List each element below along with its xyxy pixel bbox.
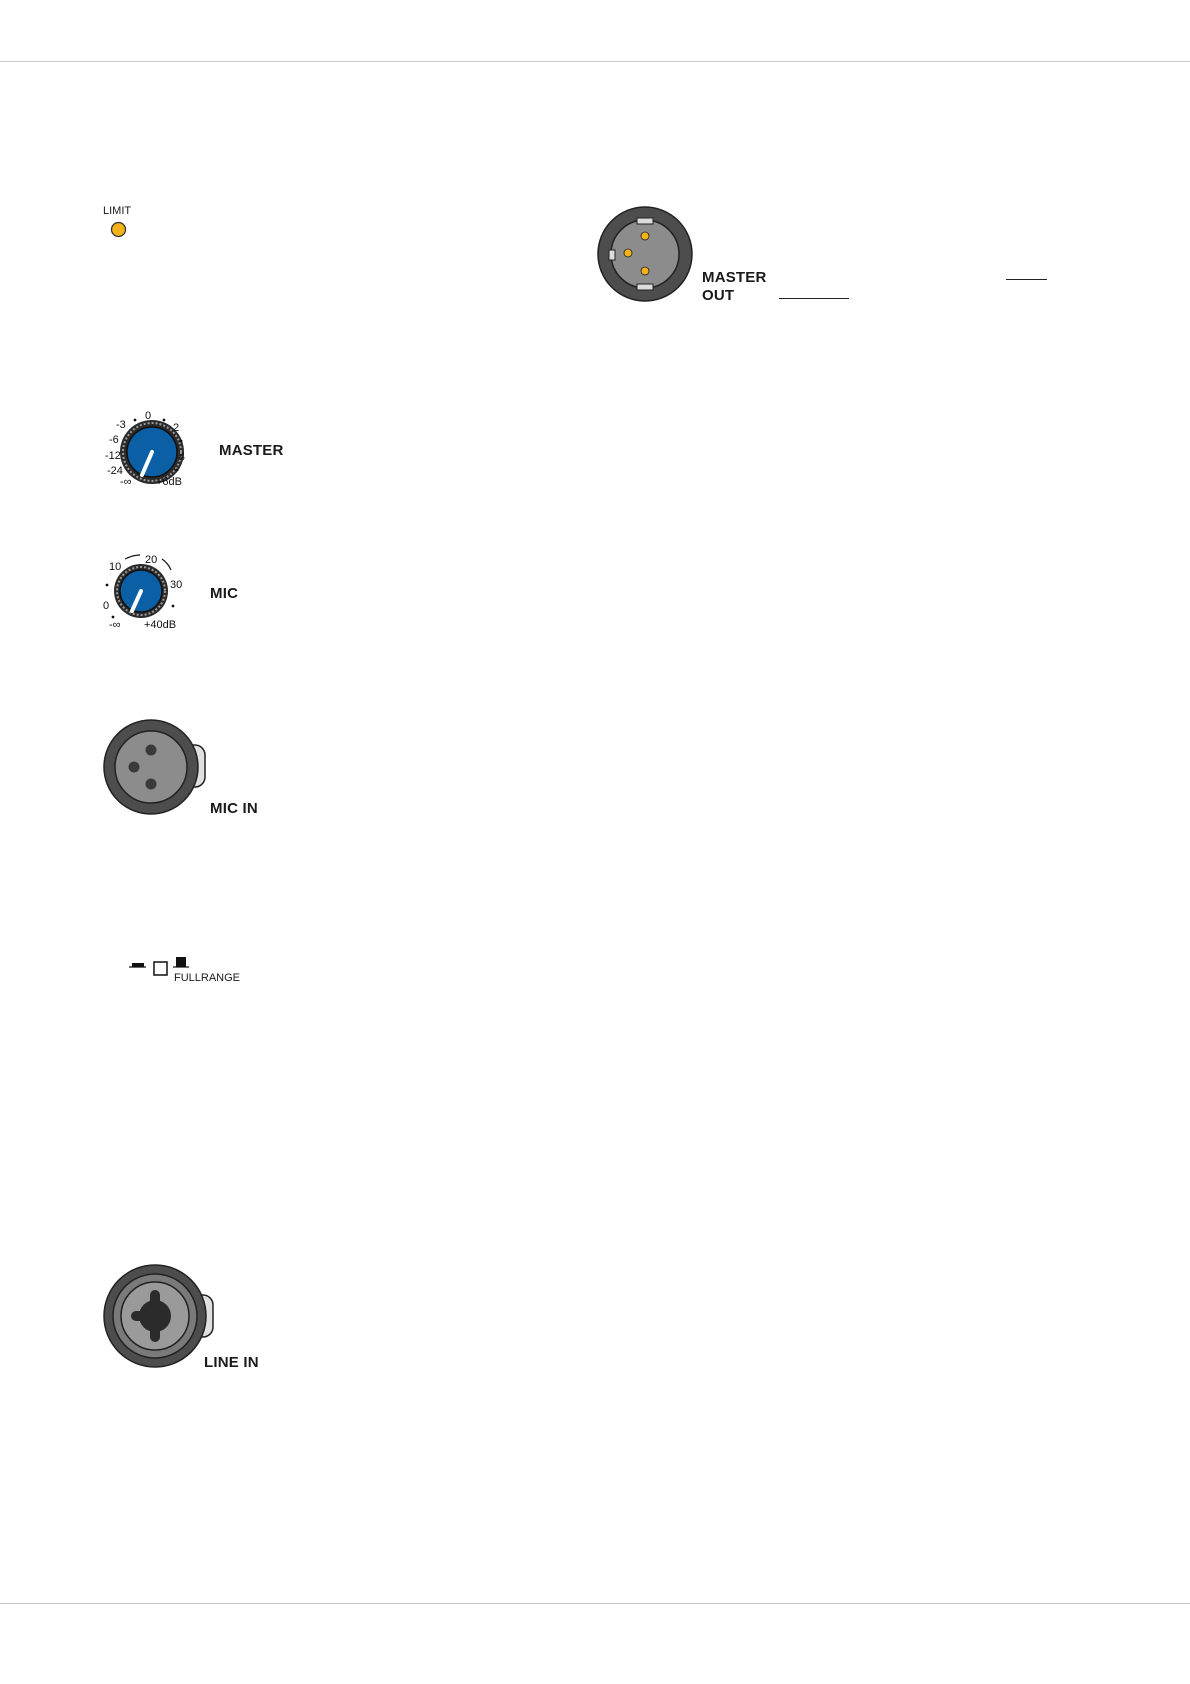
- line-in-label: LINE IN: [204, 1354, 259, 1371]
- mic-scale-label: 10: [109, 561, 122, 573]
- master-scale-label: -6: [109, 434, 119, 446]
- mic-scale-label: 0: [103, 600, 110, 612]
- master-scale-label: 4: [179, 451, 186, 463]
- mic-scale-label: 20: [145, 554, 158, 566]
- master-scale-label: -∞: [120, 476, 132, 488]
- mic-scale-arcs: [98, 550, 184, 625]
- master-label: MASTER: [219, 442, 284, 459]
- master-scale-label: +6dB: [156, 476, 182, 488]
- master-scale-label: -3: [116, 419, 126, 431]
- master-scale-label: -12: [105, 450, 121, 462]
- mic-in-label: MIC IN: [210, 800, 258, 817]
- mic-scale-label: 30: [170, 579, 183, 591]
- master-out-label-1: MASTER: [702, 269, 767, 286]
- leader-line: [779, 298, 849, 299]
- mic-scale-label: +40dB: [144, 619, 177, 631]
- limit-led-icon: [110, 221, 128, 239]
- limit-label: LIMIT: [103, 205, 132, 217]
- master-scale-dots: [98, 410, 198, 485]
- footer-rule: [0, 1603, 1190, 1604]
- mic-label: MIC: [210, 585, 239, 602]
- master-scale-label: 2: [173, 422, 180, 434]
- master-scale-label: 0: [145, 410, 152, 422]
- xlr-male-icon: [596, 205, 694, 303]
- master-out-label-2: OUT: [702, 287, 735, 304]
- mic-scale-label: -∞: [109, 619, 121, 631]
- xlr-female-icon[interactable]: [103, 717, 223, 816]
- fullrange-label: FULLRANGE: [174, 972, 241, 984]
- master-scale-label: -24: [107, 465, 123, 477]
- leader-line: [1006, 279, 1047, 280]
- header-rule: [0, 61, 1190, 62]
